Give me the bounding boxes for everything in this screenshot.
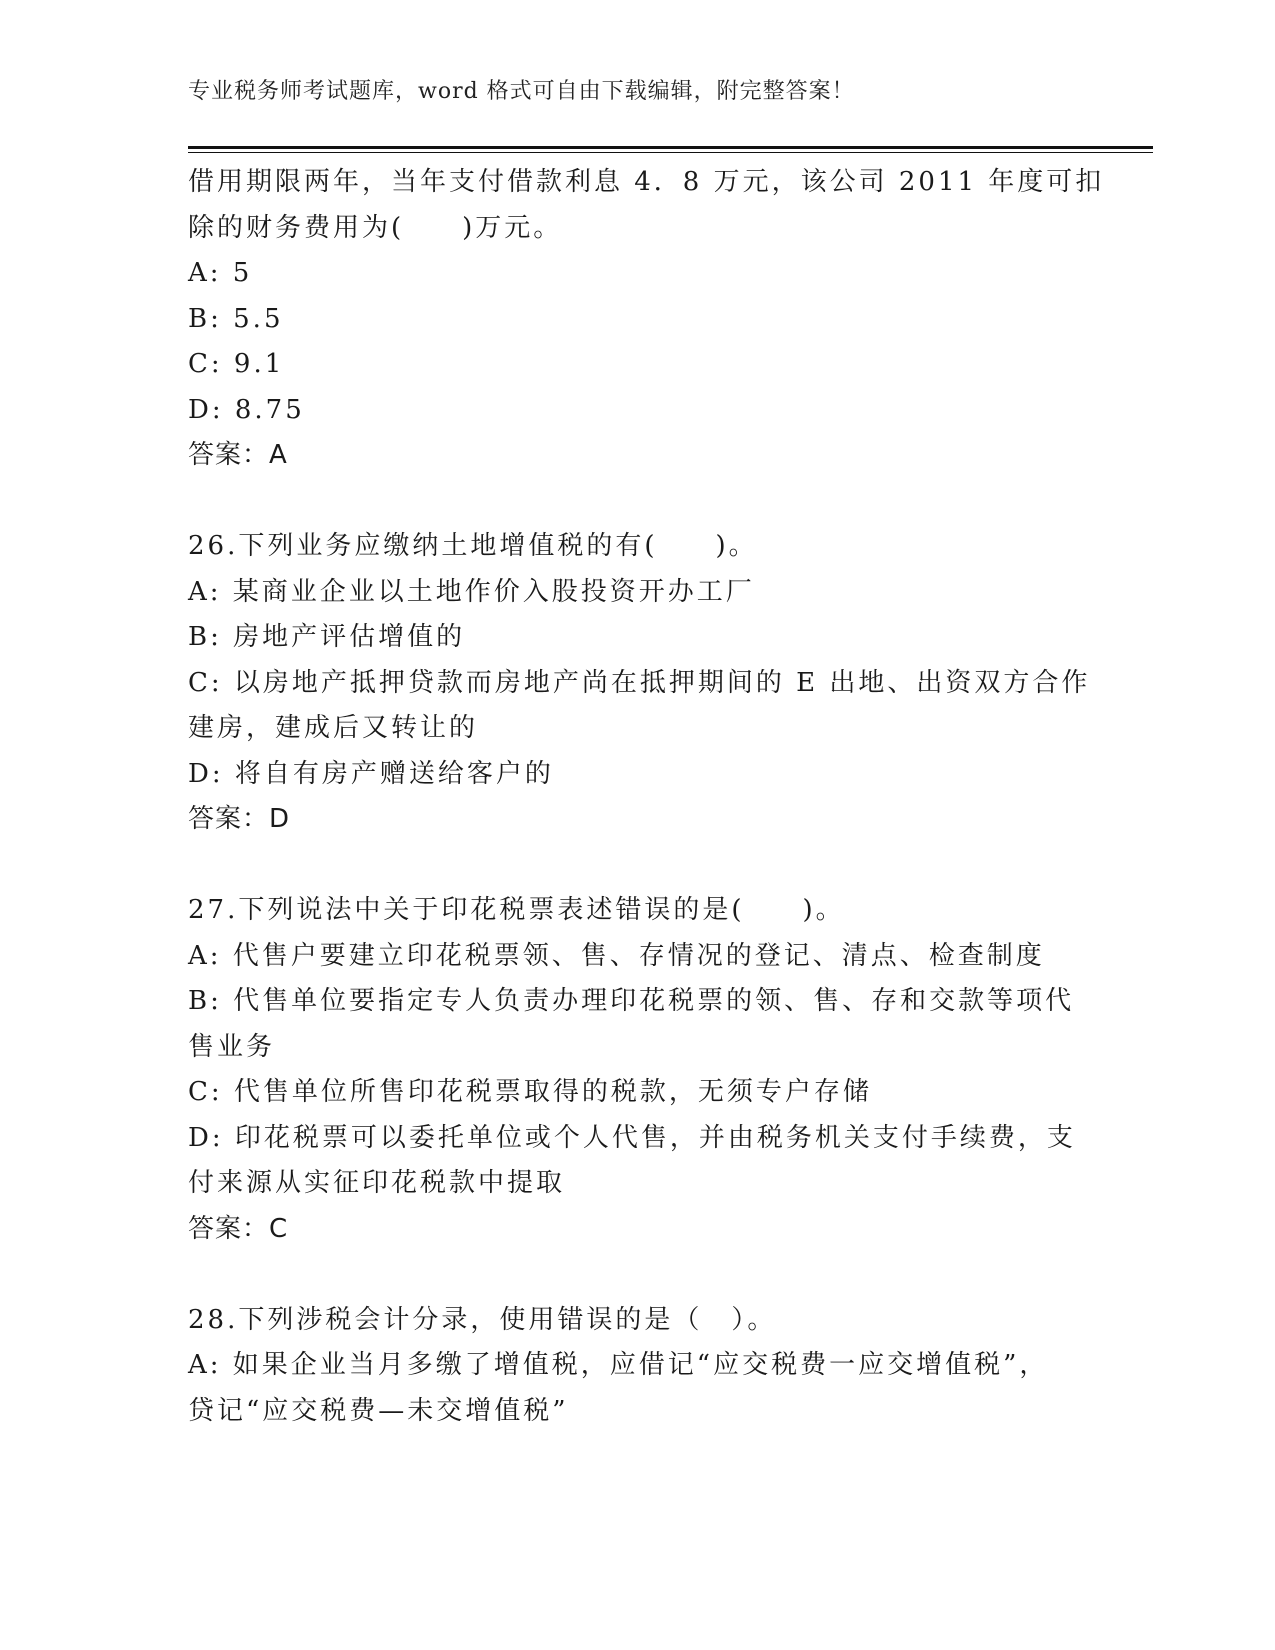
option-line: A: 某商业企业以土地作价入股投资开办工厂 <box>188 576 755 607</box>
option-line: D: 将自有房产赠送给客户的 <box>188 758 554 789</box>
question-stem-line: 借用期限两年，当年支付借款利息 4．8 万元，该公司 2011 年度可扣 <box>188 167 1105 197</box>
answer-line: 答案：D <box>188 804 291 834</box>
option-b: B: 5.5 <box>188 303 284 334</box>
option-line: A: 代售户要建立印花税票领、售、存情况的登记、清点、检查制度 <box>188 940 1045 971</box>
option-line: C: 代售单位所售印花税票取得的税款，无须专户存储 <box>188 1077 872 1107</box>
question-stem-line: 除的财务费用为( )万元。 <box>188 212 563 243</box>
option-line: D: 印花税票可以委托单位或个人代售，并由税务机关支付手续费，支 <box>188 1122 1076 1153</box>
page-header: 专业税务师考试题库，word 格式可自由下载编辑，附完整答案！ <box>188 79 855 104</box>
spacer <box>188 1252 1088 1298</box>
question-28 <box>188 1298 1088 1435</box>
header-rule-thick <box>188 146 1153 149</box>
header-rule-thin <box>188 152 1153 153</box>
option-line: A: 如果企业当月多缴了增值税，应借记“应交税费一应交增值税”， <box>188 1350 1049 1380</box>
question-stem: 28.下列涉税会计分录，使用错误的是（ ）。 <box>188 1304 777 1335</box>
spacer <box>188 843 1088 889</box>
question-26 <box>188 524 1091 843</box>
option-c: C: 9.1 <box>188 349 285 379</box>
question-25 <box>188 160 1105 479</box>
document-body <box>188 160 1105 1434</box>
answer-line: 答案：A <box>188 440 288 470</box>
option-line: C: 以房地产抵押贷款而房地产尚在抵押期间的 E 出地、出资双方合作 <box>188 667 1091 698</box>
question-27 <box>188 888 1088 1252</box>
option-line: 售业务 <box>188 1031 276 1062</box>
option-a: A: 5 <box>188 258 253 288</box>
option-line: 贷记“应交税费—未交增值税” <box>188 1395 569 1426</box>
option-line: 付来源从实征印花税款中提取 <box>188 1168 566 1198</box>
question-stem: 26.下列业务应缴纳土地增值税的有( )。 <box>188 531 758 561</box>
answer-line: 答案：C <box>188 1213 289 1244</box>
option-line: B: 房地产评估增值的 <box>188 622 466 652</box>
option-line: 建房，建成后又转让的 <box>188 713 479 743</box>
spacer <box>188 479 1088 525</box>
option-d: D: 8.75 <box>188 394 305 425</box>
question-stem: 27.下列说法中关于印花税票表述错误的是( )。 <box>188 895 845 925</box>
option-line: B: 代售单位要指定专人负责办理印花税票的领、售、存和交款等项代 <box>188 986 1075 1016</box>
